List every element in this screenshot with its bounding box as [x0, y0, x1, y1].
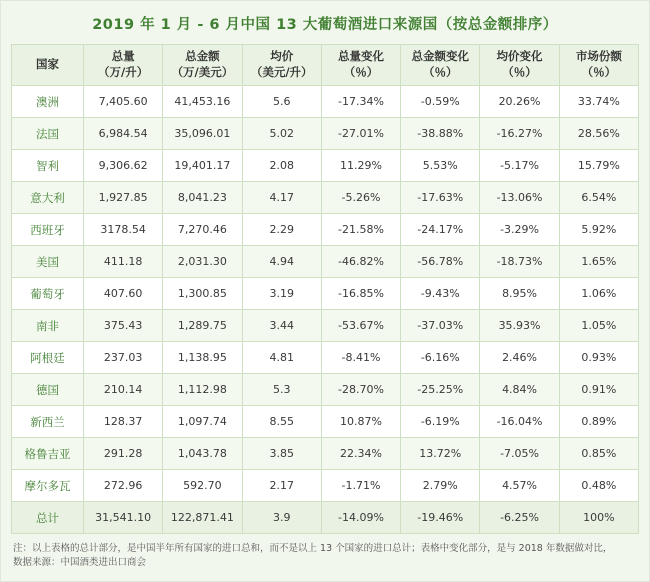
column-header-sub: （％） [343, 65, 379, 79]
cell-amount: 1,289.75 [163, 310, 242, 342]
cell-volume-change: -1.71% [321, 470, 400, 502]
cell-country: 澳洲 [12, 86, 84, 118]
cell-amount-change: -6.19% [401, 406, 480, 438]
table-body [12, 86, 639, 534]
cell-price-change: 20.26% [480, 86, 559, 118]
cell-country: 法国 [12, 118, 84, 150]
cell-volume-change: -5.26% [321, 182, 400, 214]
cell-market-share: 6.54% [559, 182, 638, 214]
cell-volume: 7,405.60 [84, 86, 163, 118]
cell-market-share: 1.05% [559, 310, 638, 342]
cell-country: 意大利 [12, 182, 84, 214]
cell-market-share: 33.74% [559, 86, 638, 118]
cell-price-change: 8.95% [480, 278, 559, 310]
cell-amount-change: -56.78% [401, 246, 480, 278]
cell-country: 摩尔多瓦 [12, 470, 84, 502]
cell-price: 3.19 [242, 278, 321, 310]
table-header-row [12, 45, 639, 86]
footnote [1, 534, 649, 571]
cell-market-share: 28.56% [559, 118, 638, 150]
column-header-main: 均价 [270, 49, 294, 64]
table-row [12, 118, 639, 150]
cell-price: 2.17 [242, 470, 321, 502]
cell-volume: 31,541.10 [84, 502, 163, 534]
cell-market-share: 1.65% [559, 246, 638, 278]
cell-volume-change: -14.09% [321, 502, 400, 534]
cell-volume: 210.14 [84, 374, 163, 406]
column-header-price [242, 45, 321, 86]
cell-amount: 1,043.78 [163, 438, 242, 470]
page-title: 2019 年 1 月 - 6 月中国 13 大葡萄酒进口来源国（按总金额排序） [92, 17, 558, 33]
cell-amount-change: -0.59% [401, 86, 480, 118]
table-row [12, 406, 639, 438]
cell-price: 3.44 [242, 310, 321, 342]
cell-amount-change: 13.72% [401, 438, 480, 470]
cell-volume-change: -46.82% [321, 246, 400, 278]
column-header-main: 市场份额 [575, 49, 622, 64]
column-header-amount [163, 45, 242, 86]
cell-price-change: -5.17% [480, 150, 559, 182]
column-header-sub: （美元/升） [250, 65, 313, 79]
cell-price: 4.94 [242, 246, 321, 278]
cell-price-change: -16.27% [480, 118, 559, 150]
cell-volume: 6,984.54 [84, 118, 163, 150]
cell-amount: 8,041.23 [163, 182, 242, 214]
cell-amount: 1,138.95 [163, 342, 242, 374]
cell-volume-change: -8.41% [321, 342, 400, 374]
column-header-sub: （％） [502, 65, 537, 79]
cell-country: 阿根廷 [12, 342, 84, 374]
cell-price-change: -18.73% [480, 246, 559, 278]
cell-amount-change: -37.03% [401, 310, 480, 342]
cell-volume: 9,306.62 [84, 150, 163, 182]
cell-amount-change: 5.53% [401, 150, 480, 182]
footnote-line-2: 数据来源：中国酒类进出口商会 [13, 557, 147, 569]
table-row [12, 182, 639, 214]
cell-amount-change: -24.17% [401, 214, 480, 246]
wine-import-table [11, 44, 639, 534]
cell-amount: 1,097.74 [163, 406, 242, 438]
cell-price-change: 4.84% [480, 374, 559, 406]
cell-amount: 41,453.16 [163, 86, 242, 118]
column-header-volume [84, 45, 163, 86]
table-row [12, 86, 639, 118]
cell-volume: 375.43 [84, 310, 163, 342]
cell-amount-change: -25.25% [401, 374, 480, 406]
table-header [12, 45, 639, 86]
cell-volume-change: -28.70% [321, 374, 400, 406]
cell-price-change: -3.29% [480, 214, 559, 246]
cell-market-share: 0.48% [559, 470, 638, 502]
table-row [12, 310, 639, 342]
table-row [12, 438, 639, 470]
cell-price: 8.55 [242, 406, 321, 438]
cell-price-change: -6.25% [480, 502, 559, 534]
table-row [12, 470, 639, 502]
cell-volume-change: -17.34% [321, 86, 400, 118]
cell-volume: 291.28 [84, 438, 163, 470]
column-header-main: 总量 [111, 49, 135, 64]
cell-volume: 3178.54 [84, 214, 163, 246]
column-header-main: 总金额 [185, 49, 220, 64]
column-header-country [12, 45, 84, 86]
table-row [12, 150, 639, 182]
cell-price: 5.02 [242, 118, 321, 150]
cell-market-share: 15.79% [559, 150, 638, 182]
cell-country: 格鲁吉亚 [12, 438, 84, 470]
column-header-sub: （％） [581, 65, 617, 79]
cell-volume-change: -21.58% [321, 214, 400, 246]
cell-price-change: 35.93% [480, 310, 559, 342]
cell-price-change: -13.06% [480, 182, 559, 214]
cell-country: 总计 [12, 502, 84, 534]
cell-volume: 407.60 [84, 278, 163, 310]
cell-price: 4.17 [242, 182, 321, 214]
column-header-sub: （万/升） [98, 65, 149, 79]
cell-amount: 1,300.85 [163, 278, 242, 310]
table-row [12, 214, 639, 246]
cell-price-change: 4.57% [480, 470, 559, 502]
cell-price: 3.9 [242, 502, 321, 534]
cell-amount-change: -17.63% [401, 182, 480, 214]
column-header-main: 均价变化 [496, 49, 543, 64]
cell-country: 葡萄牙 [12, 278, 84, 310]
cell-price: 4.81 [242, 342, 321, 374]
cell-amount: 2,031.30 [163, 246, 242, 278]
cell-country: 南非 [12, 310, 84, 342]
cell-volume: 128.37 [84, 406, 163, 438]
cell-amount: 19,401.17 [163, 150, 242, 182]
cell-volume-change: 11.29% [321, 150, 400, 182]
cell-price: 2.08 [242, 150, 321, 182]
cell-amount: 35,096.01 [163, 118, 242, 150]
cell-market-share: 0.93% [559, 342, 638, 374]
cell-volume: 237.03 [84, 342, 163, 374]
cell-price: 2.29 [242, 214, 321, 246]
cell-country: 西班牙 [12, 214, 84, 246]
cell-volume-change: -16.85% [321, 278, 400, 310]
footnote-line-1: 注：以上表格的总计部分，是中国半年所有国家的进口总和，而不是以上 13 个国家的进口总计；表格中变化部分，是与 2018 年数据做对比， [13, 543, 613, 554]
cell-volume: 1,927.85 [84, 182, 163, 214]
cell-price: 3.85 [242, 438, 321, 470]
column-header-sub: （万/美元） [171, 65, 234, 79]
column-header-main: 总金额变化 [411, 49, 470, 64]
cell-price-change: -7.05% [480, 438, 559, 470]
cell-amount: 7,270.46 [163, 214, 242, 246]
table-total-row [12, 502, 639, 534]
cell-market-share: 0.85% [559, 438, 638, 470]
cell-amount-change: -9.43% [401, 278, 480, 310]
cell-price-change: -16.04% [480, 406, 559, 438]
cell-country: 德国 [12, 374, 84, 406]
cell-country: 智利 [12, 150, 84, 182]
cell-country: 新西兰 [12, 406, 84, 438]
cell-amount: 592.70 [163, 470, 242, 502]
cell-volume-change: -53.67% [321, 310, 400, 342]
cell-price: 5.3 [242, 374, 321, 406]
cell-market-share: 0.89% [559, 406, 638, 438]
cell-amount: 122,871.41 [163, 502, 242, 534]
table-row [12, 342, 639, 374]
cell-country: 美国 [12, 246, 84, 278]
cell-amount: 1,112.98 [163, 374, 242, 406]
cell-volume-change: 10.87% [321, 406, 400, 438]
cell-volume: 411.18 [84, 246, 163, 278]
cell-market-share: 100% [559, 502, 638, 534]
column-header-sub: （％） [423, 65, 458, 79]
cell-volume: 272.96 [84, 470, 163, 502]
cell-price-change: 2.46% [480, 342, 559, 374]
column-header-amount-change [401, 45, 480, 86]
table-row [12, 246, 639, 278]
column-header-main: 国家 [36, 57, 59, 72]
cell-volume-change: 22.34% [321, 438, 400, 470]
cell-amount-change: 2.79% [401, 470, 480, 502]
column-header-market-share [559, 45, 638, 86]
column-header-price-change [480, 45, 559, 86]
column-header-main: 总量变化 [337, 49, 384, 64]
cell-amount-change: -6.16% [401, 342, 480, 374]
cell-price: 5.6 [242, 86, 321, 118]
table-row [12, 374, 639, 406]
cell-market-share: 1.06% [559, 278, 638, 310]
cell-market-share: 0.91% [559, 374, 638, 406]
cell-amount-change: -38.88% [401, 118, 480, 150]
cell-market-share: 5.92% [559, 214, 638, 246]
table-row [12, 278, 639, 310]
cell-volume-change: -27.01% [321, 118, 400, 150]
cell-amount-change: -19.46% [401, 502, 480, 534]
column-header-volume-change [321, 45, 400, 86]
